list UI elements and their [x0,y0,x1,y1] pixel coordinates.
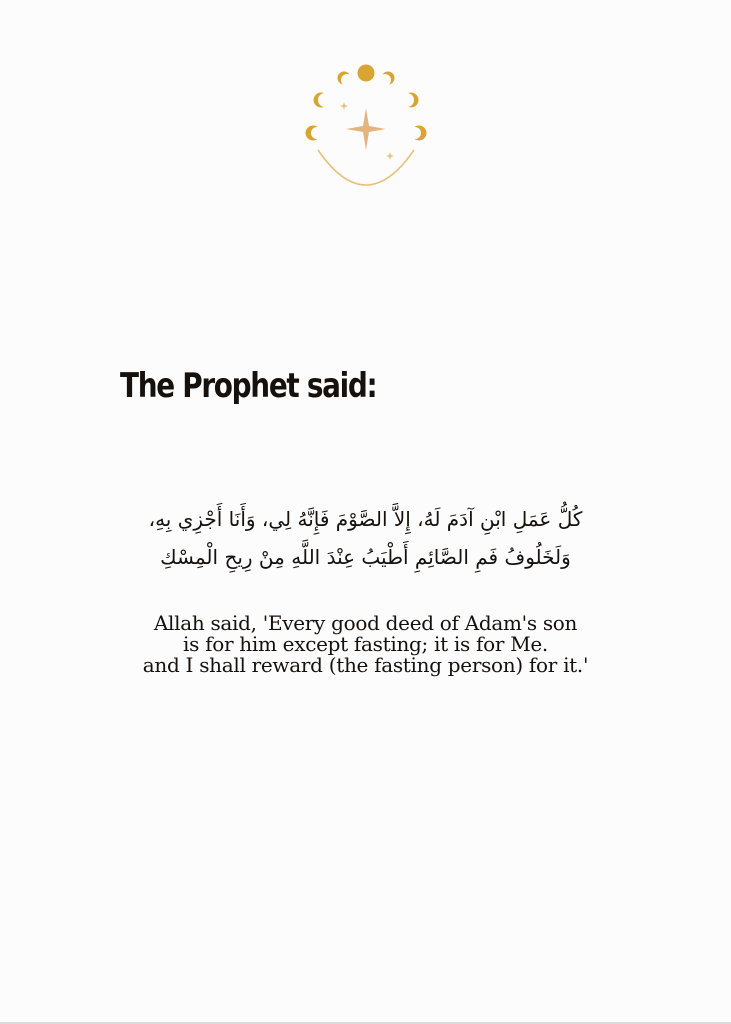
page-title: The Prophet said: [120,366,377,406]
crescent-moon-icon [314,93,329,108]
translation-line: is for him except fasting; it is for Me. [183,632,548,656]
star-icon [346,108,386,150]
half-moon-icon [412,126,427,141]
crescent-moon-icon [338,72,351,85]
english-translation [40,613,691,676]
sparkle-icon [340,102,348,110]
arc-line [318,150,414,185]
moon-phases-star-icon [298,58,434,194]
full-moon-icon [358,65,375,82]
arabic-hadith-text [60,500,671,576]
sparkle-icon [386,152,394,160]
translation-line: and I shall reward (the fasting person) for it.' [142,653,589,677]
arabic-line: كُلُّ عَمَلِ ابْنِ آدَمَ لَهُ، إِلاَّ الصَّوْمَ فَإِنَّهُ لِي، وَأَنَا أَجْزِي بِهِ، [148,507,583,531]
crescent-moon-icon [404,93,419,108]
crescent-moon-icon [382,72,395,85]
arabic-line: وَلَخَلُوفُ فَمِ الصَّائِمِ أَطْيَبُ عِنْدَ اللَّهِ مِنْ رِيحِ الْمِسْكِ [160,545,571,569]
half-moon-icon [306,126,321,141]
translation-line: Allah said, 'Every good deed of Adam's son [153,611,578,635]
